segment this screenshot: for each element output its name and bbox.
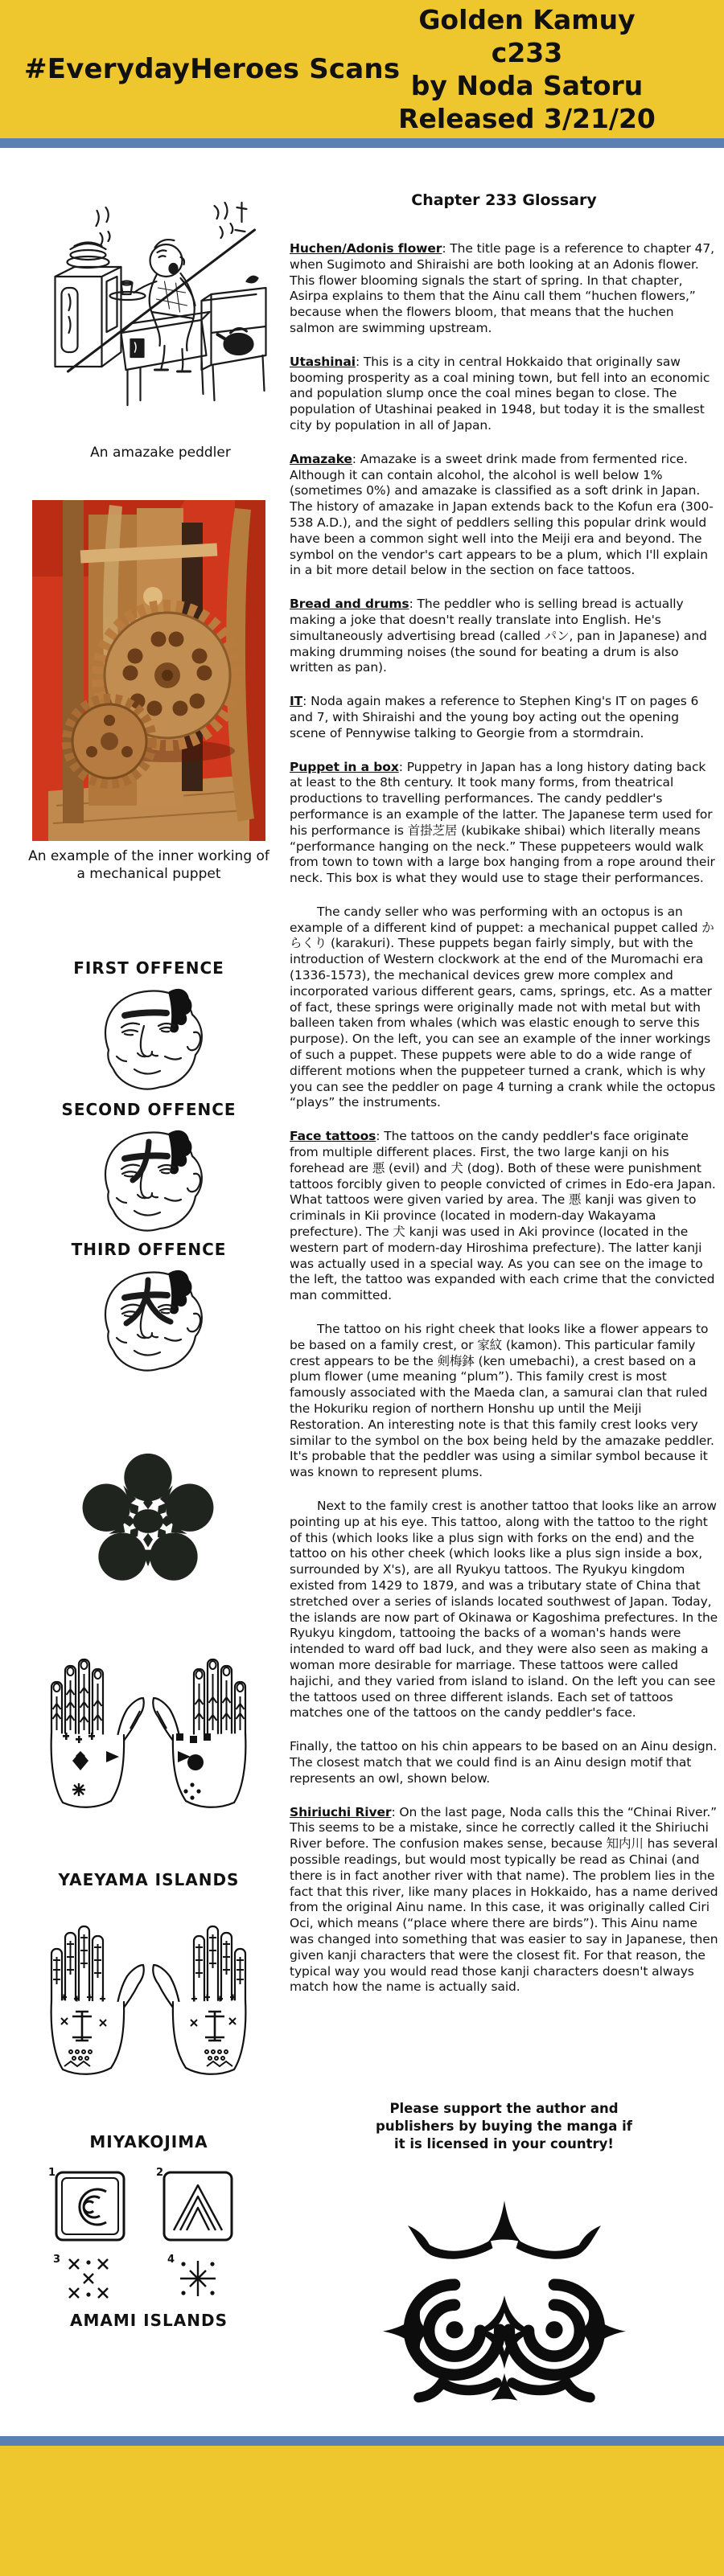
miyakojima-hands-figure — [42, 1902, 255, 2127]
entry-term: Huchen/Adonis flower — [290, 241, 442, 256]
entry-term: Bread and drums — [290, 597, 409, 612]
footer-banner — [0, 2446, 724, 2576]
amami-tattoo-patterns — [47, 2161, 249, 2299]
amami-patterns-figure — [47, 2161, 249, 2299]
entry-term: Puppet in a box — [290, 759, 399, 774]
glossary-entry-karakuri — [290, 904, 718, 1111]
entry-term: Amazake — [290, 451, 352, 466]
glossary-entry-family-crest — [290, 1322, 718, 1481]
entry-text: The candy seller who was performing with an octopus is an example of a different kind of puppet: a mechanical puppet called からくり (karakuri). These puppets began fairly simply, but with the introduction of Western clockwork at the end of the Muromachi era (1336-1573), the mechanical devices grew more complex and incorporated various different gears, cams, springs, etc. As a matter of fact, these springs were originally made not with metal but with balleen taken from whales (which was elastic enough to serve this purpose). On the left, you can see an example of the inner workings of such a puppet. These puppets were able to do a wide range of different motions when the puppeteer turned a crank, which is why you can see the peddler on page 4 turning a crank while the octopus “plays” the instruments. — [290, 904, 716, 1110]
offence-1-label: FIRST OFFENCE — [73, 958, 224, 978]
support-message: Please support the author and publishers by buying the manga if it is licensed in your country! — [376, 2101, 632, 2151]
glossary-entry-bread-drums — [290, 597, 718, 676]
entry-text: : On the last page, Noda calls this the “Chinai River.” This seems to be a mistake, since he correctly called it the Shiriuchi River before. The confusion makes sense, because 知内川 has several possible readings, but would most typically be read as Chinai (and there is in fact another river with that name). The problem lies in the fact that this river, like many places in Hokkaido, has a name derived from the original Ainu name. In this case, it was originally called Ciri Oci, which means (“place where there are birds”). This Ainu name was changed into something that was easier to say in Japanese, then given kanji characters that were the closest fit. For that reason, the typical way you would read those kanji characters doesn't always match how the name is actually said. — [290, 1804, 718, 1995]
entry-text: : This is a city in central Hokkaido that originally saw booming prosperity as a coal mining town, but fell into an economic and population slump once the coal mines began to close. The population of Utashinai peaked in 1948, but today it is the smallest city by population in all of Japan. — [290, 354, 710, 433]
amazake-peddler-illustration — [42, 198, 279, 461]
offence-1-face — [83, 979, 215, 1097]
entry-text: Next to the family crest is another tattoo that looks like an arrow pointing up at his eye. This tattoo, along with the tattoo to the right of this (which looks like a plus sign with forks on the end) and the tattoo on his other cheek (which looks like a plus sign inside a box, surrounded by X's), are all Ryukyu tattoos. The Ryukyu kingdom existed from 1429 to 1879, and was a tributary state of China that stretched over a series of islands located southwest of Japan. Today, the islands are now part of Okinawa or Kagoshima prefectures. In the Ryukyu kingdom, tattooing the backs of a woman's hands were intended to ward off bad luck, and they were also seen as making a woman more desirable for marriage. These tattoos were called hajichi, and they varied from island to island. On the left you can see the tattoos used on three different islands. Each set of tattoos matches one of the tattoos on the candy peddler's face. — [290, 1498, 718, 1721]
entry-term: Face tattoos — [290, 1129, 376, 1144]
glossary-entry-amazake — [290, 452, 718, 579]
glossary-entry-shiriuchi — [290, 1805, 718, 1996]
entry-text: : The title page is a reference to chapter 47, when Sugimoto and Shiraishi are both looking at an Adonis flower. This flower blooming signals the start of spring. In that chapter, Asirpa explains to them that the Ainu call them “huchen flowers,” because when the flowers bloom, that means that the huchen salmon are swimming upstream. — [290, 241, 714, 335]
offence-3-face — [83, 1261, 215, 1378]
amami-number-1: 1 — [48, 2167, 56, 2179]
glossary-heading: Chapter 233 Glossary — [411, 191, 597, 209]
face-third-offence-drawing — [83, 1261, 215, 1378]
entry-text: : Amazake is a sweet drink made from fermented rice. Although it can contain alcohol, the alcohol is well below 1% (sometimes 0%) and amazake is classified as a soft drink in Japan. The history of amazake in Japan extends back to the Kofun era (300-538 A.D.), and the sight of peddlers selling this popular drink would have been a common sight well into the Meiji era and beyond. The symbol on the vendor's cart appears to be a plum, which I'll explain in a bit more detail below in the section on face tattoos. — [290, 451, 714, 578]
puppet-photo-figure — [28, 500, 269, 882]
puppet-caption: An example of the inner working of a mechanical puppet — [28, 848, 269, 882]
release-info — [386, 3, 668, 135]
miyakojima-hand-tattoos — [42, 1902, 255, 2127]
offence-2-face — [83, 1121, 215, 1238]
glossary-entry-ryukyu — [290, 1499, 718, 1721]
glossary-column — [290, 148, 718, 2436]
entry-text: : The tattoos on the candy peddler's face originate from multiple different places. First, the two large kanji on his forehead are 悪 (evil) and 犬 (dog). Both of these were punishment tattoos forcibly given to people convicted of crimes in Edo-era Japan. What tattoos were given varied by area. The 悪 kanji was given to criminals in Kii province (located in modern-day Wakayama prefecture). The 犬 kanji was used in Aki province (located in the western part of modern-day Hiroshima prefecture). The latter kanji was actually used in a special way. As you can see on the image to the left, the tattoo was expanded with each crime that the convicted man committed. — [290, 1129, 716, 1303]
entry-text: The tattoo on his right cheek that looks like a flower appears to be based on a family crest, or 家紋 (kamon). This particular family crest appears to be the 剣梅鉢 (ken umebachi), a crest based on a plum flower (ume meaning “plum”). This family crest is most famously associated with the Maeda clan, a samurai clan that ruled the Hokuriku region of northern Honshu up until the Meiji Restoration. An interesting note is that this family crest looks very similar to the symbol on the box being held by the amazake peddler. It's probable that the peddler was using a similar symbol because it was known to represent plums. — [290, 1322, 714, 1480]
plum-crest-figure — [68, 1446, 228, 1597]
series-title: Golden Kamuy c233 — [418, 4, 636, 68]
glossary-entry-huchen — [290, 241, 718, 337]
entry-text: : Noda again makes a reference to Stephen King's IT on pages 6 and 7, with Shiraishi and the young boy acting out the opening scene of Pennywise talking to Georgie from a stormdrain. — [290, 694, 699, 740]
bottom-divider — [0, 2436, 724, 2446]
yaeyama-hand-tattoos — [42, 1635, 255, 1864]
amazake-caption: An amazake peddler — [90, 445, 231, 461]
top-divider — [0, 138, 724, 148]
glossary-entry-ainu-design — [290, 1739, 718, 1786]
entry-term: IT — [290, 694, 303, 709]
bottom-block — [290, 2100, 718, 2436]
glossary-entry-it — [290, 694, 718, 741]
miyakojima-label: MIYAKOJIMA — [89, 2132, 208, 2151]
yaeyama-hands-figure — [42, 1635, 255, 1864]
release-date: Released 3/21/20 — [398, 103, 656, 134]
offence-3-label: THIRD OFFENCE — [71, 1240, 227, 1259]
amami-number-2: 2 — [156, 2167, 164, 2179]
ken-umebachi-crest — [68, 1446, 228, 1597]
amami-label: AMAMI ISLANDS — [70, 2311, 228, 2330]
entry-text: : The peddler who is selling bread is actually making a joke that doesn't really translate into English. He's simultaneously advertising bread (called パン, pan in Japanese) and making drumming noises (the sound for beating a drum is also written as pan). — [290, 597, 707, 675]
puppet-photo — [32, 500, 265, 841]
amazake-peddler-drawing — [42, 198, 279, 439]
scan-group-title: #EverydayHeroes Scans — [24, 53, 401, 85]
content-area — [0, 148, 724, 2436]
series-author: by Noda Satoru — [410, 70, 644, 101]
face-second-offence-drawing — [83, 1121, 215, 1238]
header-banner — [0, 0, 724, 138]
entry-text: : Puppetry in Japan has a long history dating back at least to the 8th century. It took many forms, from theatrical productions to travelling performances. The candy peddler's performance is an example of the latter. The Japanese term used for his performance is 首掛芝居 (kubikake shibai) which literally means “performance hanging on the neck.” These puppeteers would walk from town to town with a large box hanging from a rope around their neck. This box is what they would use to stage their performances. — [290, 759, 715, 886]
amami-number-3: 3 — [53, 2254, 61, 2266]
face-first-offence-drawing — [83, 979, 215, 1097]
amami-number-4: 4 — [167, 2254, 175, 2266]
entry-term: Utashinai — [290, 354, 356, 369]
ainu-owl-symbol — [372, 2179, 637, 2420]
glossary-entry-utashinai — [290, 355, 718, 434]
entry-text: Finally, the tattoo on his chin appears to be based on an Ainu design. The closest match that we could find is an Ainu design motif that represents an owl, shown below. — [290, 1739, 718, 1786]
glossary-entry-face-tattoos — [290, 1129, 718, 1304]
yaeyama-label: YAEYAMA ISLANDS — [58, 1870, 240, 1889]
entry-term: Shiriuchi River — [290, 1804, 392, 1819]
offence-2-label: SECOND OFFENCE — [61, 1100, 237, 1119]
glossary-entry-puppet-box — [290, 760, 718, 887]
